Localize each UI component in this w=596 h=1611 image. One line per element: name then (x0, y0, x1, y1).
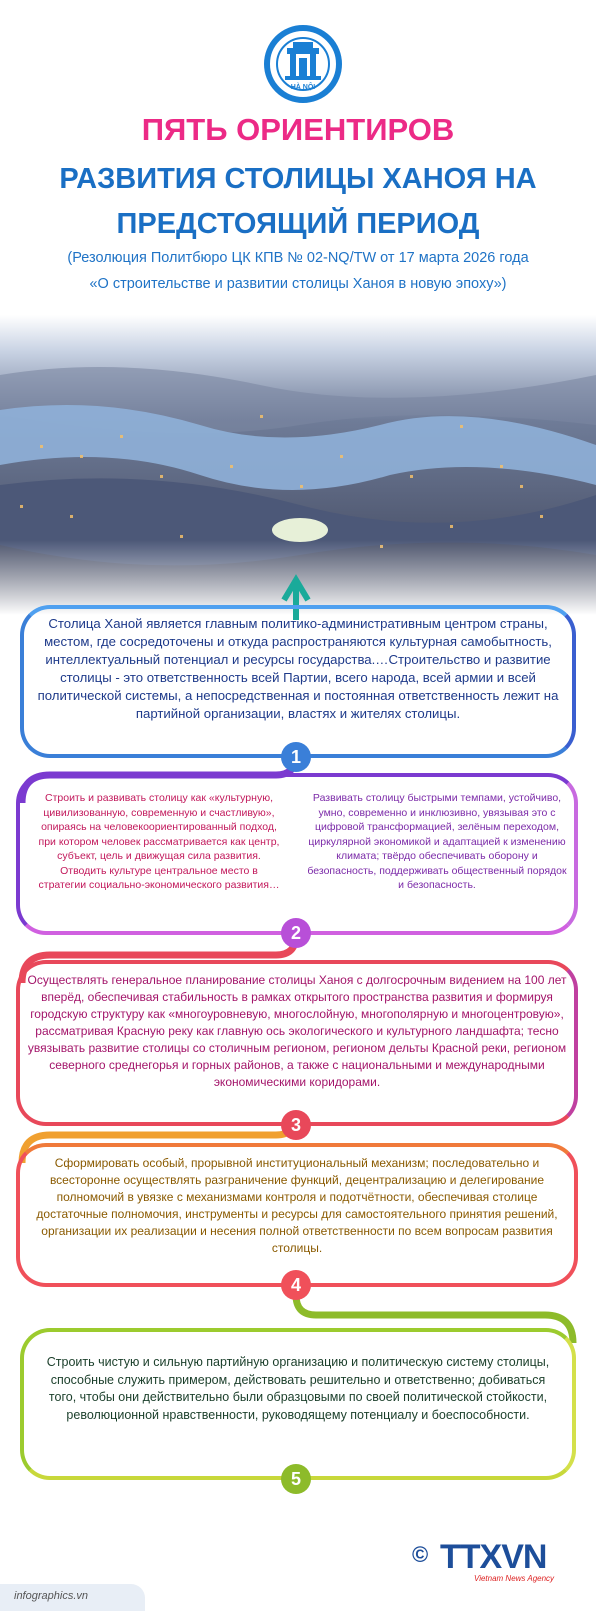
copyright-icon: © (412, 1542, 429, 1567)
footer-site-link[interactable]: infographics.vn (14, 1590, 88, 1602)
point-2-box (16, 773, 578, 935)
intro-box (20, 605, 576, 758)
title-line-3: ПРЕДСТОЯЩИЙ ПЕРИОД (116, 208, 480, 240)
ttxvn-logo: TTXVN (440, 1538, 547, 1576)
point-5-text: Строить чистую и сильную партийную организацию и политическую систему столицы, способные служить примером, действовать решительно и ответственно; добиваться того, чтобы они действительно были образцовыми по своей политической стойкости, революционной нравственности, руководящему потенциалу и боеспособности. (46, 1355, 550, 1422)
logo-text: HÀ NỘI (290, 84, 316, 91)
point-3-box (16, 960, 578, 1126)
point-4-text: Сформировать особый, прорывной институциональный механизм; последовательно и всесторонне осуществлять разграничение функций, децентрализацию и делегирование полномочий в увязке с механизмами контроля и подотчётности, обеспечивая столице достаточные полномочия, инструменты и ресурсы для самостоятельного принятия решений, организации их реализации и несения полной ответственности по всем вопросам развития столицы. (36, 1156, 558, 1255)
point-4-box (16, 1143, 578, 1287)
subtitle-line-2: «О строительстве и развитии столицы Ханоя в новую эпоху») (89, 276, 507, 292)
point-number-4: 4 (281, 1270, 311, 1300)
point-3-text: Осуществлять генеральное планирование столицы Ханоя с долгосрочным видением на 100 лет вперёд, обеспечивая стабильность в рамках открытого пространства развития и формируя городскую структуру как «многоуровневую, многослойную, многополярную и многоцентровую», рассматривая Красную реку как главную ось экологического и культурного ландшафта; тесно увязывать развитие столицы со столичным регионом, регионом дельты Красной реки, регионом северного среднегорья и горных районов, а также с национальными и международными экономическими коридорами. (27, 973, 567, 1089)
agency-name: Vietnam News Agency (474, 1574, 555, 1583)
title-line-1: ПЯТЬ ОРИЕНТИРОВ (141, 112, 455, 147)
point-2-left-text: Строить и развивать столицу как «культурную, цивилизованную, современную и счастливую», опираясь на человекоориентированный подход, при котором человек рассматривается как центр, субъект, цель и движущая сила развития. Отводить культуре центральное место в стратегии социально-экономического развития… (38, 792, 280, 891)
point-number-3: 3 (281, 1110, 311, 1140)
subtitle-line-1: (Резолюция Политбюро ЦК КПВ № 02-NQ/TW от 17 марта 2026 года (67, 250, 529, 266)
point-number-2: 2 (281, 918, 311, 948)
title-line-2: РАЗВИТИЯ СТОЛИЦЫ ХАНОЯ НА (59, 163, 537, 195)
intro-text: Столица Ханой является главным политико-административным центром страны, местом, где сосредоточены и откуда распространяются культурная самобытность, интеллектуальный потенциал и ресурсы государства.…Строительство и развитие столицы - это ответственность всей Партии, всего народа, всей армии и всей политической системы, а непосредственная и постоянная ответственность лежит на партийной организации, властях и жителях столицы. (37, 616, 559, 721)
point-2-right-text: Развивать столицу быстрыми темпами, устойчиво, умно, современно и инклюзивно, увязывая это с цифровой трансформацией, зелёным переходом, циркулярной экономикой и адаптацией к изменению климата; твёрдо обеспечивать оборону и безопасность, поддерживать общественный порядок и безопасность. (307, 792, 567, 891)
point-number-1: 1 (281, 742, 311, 772)
hanoi-logo (263, 24, 343, 106)
point-5-box (20, 1328, 576, 1480)
point-number-5: 5 (281, 1464, 311, 1494)
